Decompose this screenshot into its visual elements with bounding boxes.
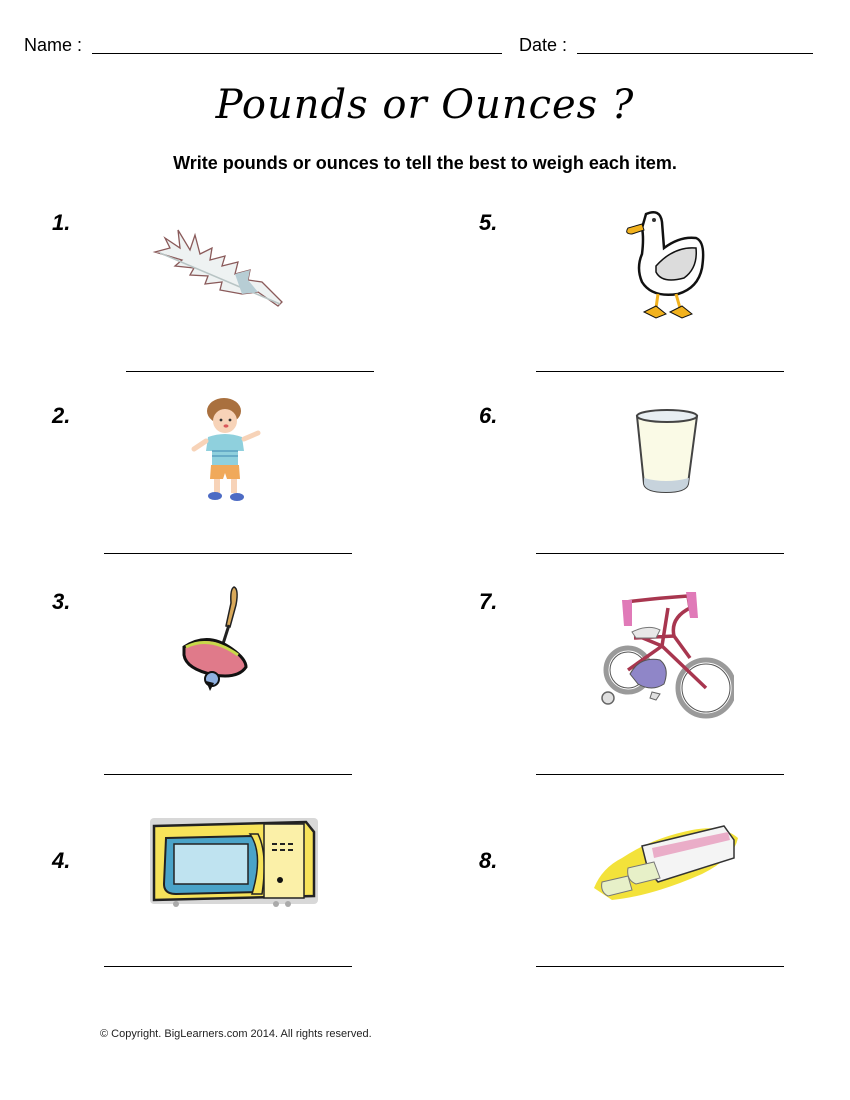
name-label: Name : bbox=[24, 35, 83, 55]
date-label: Date : bbox=[519, 35, 568, 55]
milk-glass-icon bbox=[634, 408, 700, 494]
question-number: 3. bbox=[52, 589, 71, 614]
date-field[interactable] bbox=[577, 53, 813, 54]
answer-line-2[interactable] bbox=[104, 553, 352, 554]
duck-icon bbox=[622, 208, 710, 320]
feather-icon bbox=[150, 220, 290, 310]
name-field[interactable] bbox=[92, 53, 502, 54]
question-number: 7. bbox=[479, 589, 498, 614]
answer-line-5[interactable] bbox=[536, 371, 784, 372]
question-number: 1. bbox=[52, 210, 71, 235]
answer-line-3[interactable] bbox=[104, 774, 352, 775]
page-title: Pounds or Ounces ? bbox=[215, 82, 635, 128]
question-number: 8. bbox=[479, 848, 498, 873]
answer-line-1[interactable] bbox=[126, 371, 374, 372]
question-number: 6. bbox=[479, 403, 498, 428]
question-number: 2. bbox=[52, 403, 71, 428]
microwave-icon bbox=[146, 814, 322, 910]
gum-pack-icon bbox=[592, 818, 742, 902]
answer-line-7[interactable] bbox=[536, 774, 784, 775]
question-number: 5. bbox=[479, 210, 498, 235]
bicycle-icon bbox=[598, 588, 734, 722]
instructions: Write pounds or ounces to tell the best to weigh each item. bbox=[173, 153, 677, 173]
answer-line-6[interactable] bbox=[536, 553, 784, 554]
question-number: 4. bbox=[52, 848, 71, 873]
copyright-text: © Copyright. BigLearners.com 2014. All rights reserved. bbox=[100, 1028, 372, 1040]
answer-line-4[interactable] bbox=[104, 966, 352, 967]
spinning-top-icon bbox=[178, 585, 258, 695]
answer-line-8[interactable] bbox=[536, 966, 784, 967]
boy-icon bbox=[188, 393, 268, 508]
